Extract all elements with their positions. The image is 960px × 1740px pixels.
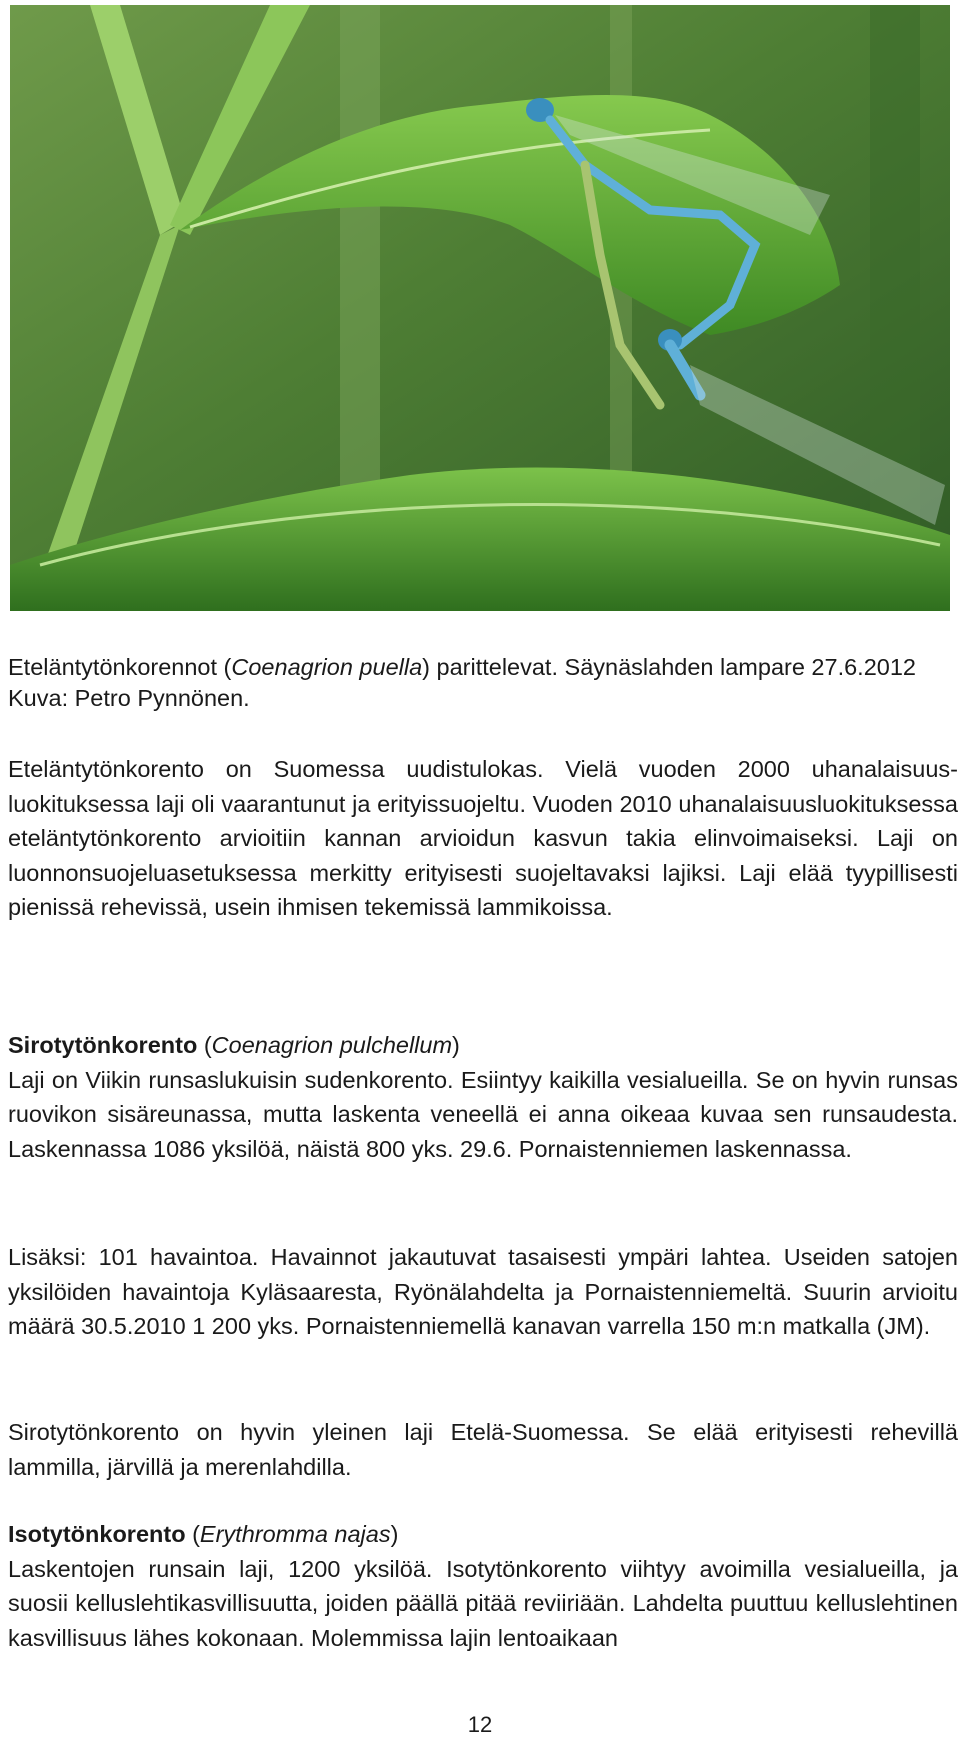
species-name: Sirotytönkorento — [8, 1032, 198, 1058]
paren-open: ( — [197, 1032, 212, 1058]
paragraph-text: Sirotytönkorento on hyvin yleinen laji Etelä-Suomessa. Se elää erityisesti rehevillä lammilla, järvillä ja merenlahdilla. — [8, 1419, 958, 1480]
species-latin: Erythromma najas — [199, 1521, 391, 1547]
caption-post: ) parittelevat. Säynäslahden lampare 27.6.2012 — [422, 654, 916, 680]
paragraph-text: Eteläntytönkorento on Suomessa uudistulokas. Vielä vuoden 2000 uhanalaisuusluokituksessa laji oli vaarantunut ja erityissuojeltu. Vuoden 2010 uhanalaisuusluokituksessa eteläntytönkorento arvioitiin kannan arvioidun kasvun takia elinvoimaiseksi. Laji on luonnonsuojeluasetuksessa merkitty erityisesti suojeltavaksi lajiksi. Laji elää tyypillisesti pienissä rehevissä, usein ihmisen tekemissä lammikoissa. — [8, 756, 958, 920]
paragraph-lisaksi — [8, 1240, 958, 1344]
section-text: Laji on Viikin runsaslukuisin sudenkorento. Esiintyy kaikilla vesialueilla. Se on hyvin runsas ruovikon sisäreunassa, mutta laskenta veneellä ei anna oikeaa kuvaa sen runsaudesta. Laskennassa 1086 yksilöä, näistä 800 yks. 29.6. Pornaistenniemen laskennassa. — [8, 1066, 958, 1162]
paragraph-yleinen-laji — [8, 1415, 958, 1484]
paragraph-text: Lisäksi: 101 havaintoa. Havainnot jakautuvat tasaisesti ympäri lahtea. Useiden satojen yksilöiden havaintoja Kyläsaaresta, Ryönälahdelta ja Pornaistenniemeltä. Suurin arvioitu määrä 30.5.2010 1 200 yks. Pornaistenniemellä kanavan varrella 150 m:n matkalla (JM). — [8, 1244, 958, 1339]
damselfly-photo-illustration — [10, 5, 950, 611]
species-name: Isotytönkorento — [8, 1521, 186, 1547]
paren-open: ( — [185, 1521, 200, 1547]
section-heading — [8, 1517, 958, 1552]
caption-credit: Kuva: Petro Pynnönen. — [8, 685, 250, 711]
species-latin: Coenagrion pulchellum — [211, 1032, 453, 1058]
photo-caption — [8, 652, 958, 714]
caption-pre: Eteläntytönkorennot ( — [8, 654, 232, 680]
section-sirotytonkorento — [8, 1028, 958, 1166]
paren-close: ) — [390, 1521, 399, 1547]
section-isotytonkorento — [8, 1517, 958, 1655]
damselfly-photo — [10, 5, 950, 611]
section-heading — [8, 1028, 958, 1063]
paragraph-etelantytonkorento — [8, 752, 958, 925]
caption-species-latin: Coenagrion puella — [231, 654, 423, 680]
paren-close: ) — [452, 1032, 460, 1058]
page-number: 12 — [467, 1712, 493, 1737]
section-text: Laskentojen runsain laji, 1200 yksilöä. Isotytönkorento viihtyy avoimilla vesialueilla, ja suosii kelluslehtikasvillisuutta, joiden päällä pitää reviiriään. Lahdelta puuttuu kelluslehtinen kasvillisuus lähes kokonaan. Molemmissa lajin lentoaikaan — [8, 1555, 958, 1651]
